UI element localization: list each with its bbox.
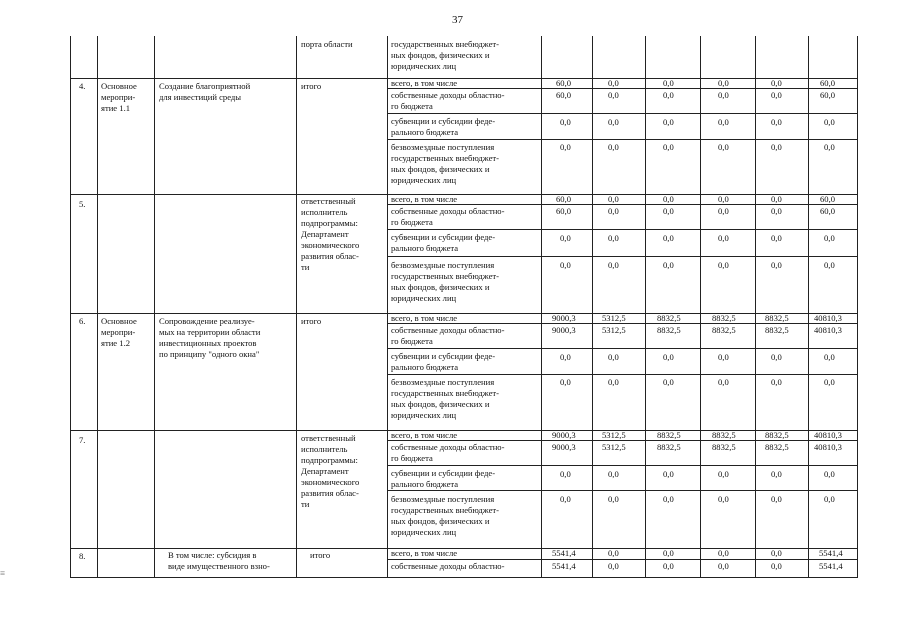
value-cell: 0,0 (560, 117, 571, 127)
value-cell: 0,0 (608, 494, 619, 504)
value-cell: 8832,5 (657, 442, 681, 452)
col-line (808, 36, 809, 578)
value-cell: 0,0 (718, 548, 729, 558)
event-label: Основное меропри- ятие 1.1 (101, 81, 137, 113)
row-number: 8. (79, 551, 86, 561)
value-cell: 0,0 (771, 194, 782, 204)
value-cell: 5312,5 (602, 313, 626, 323)
value-cell: 0,0 (771, 260, 782, 270)
value-cell: 0,0 (663, 548, 674, 558)
left-edge-mark: ≡ (0, 568, 6, 578)
value-cell: 60,0 (556, 194, 572, 204)
col-line (700, 36, 701, 578)
value-cell: 0,0 (771, 90, 782, 100)
col-line (154, 36, 155, 578)
value-cell: 0,0 (560, 233, 571, 243)
cont-source: государственных внебюджет- ных фондов, физических и юридических лиц (391, 39, 500, 71)
value-cell: 0,0 (771, 494, 782, 504)
value-cell: 5541,4 (819, 548, 843, 558)
col-line (541, 36, 542, 578)
col-line (387, 36, 388, 578)
col-line (296, 36, 297, 578)
value-cell: 0,0 (771, 469, 782, 479)
value-cell: 8832,5 (765, 430, 789, 440)
value-cell: 9000,3 (552, 442, 576, 452)
value-cell: 60,0 (820, 90, 836, 100)
value-cell: 0,0 (608, 548, 619, 558)
value-cell: 0,0 (771, 561, 782, 571)
value-cell: 60,0 (556, 78, 572, 88)
row-number: 6. (79, 316, 86, 326)
value-cell: 5312,5 (602, 325, 626, 335)
value-cell: 8832,5 (765, 442, 789, 452)
value-cell: 0,0 (608, 90, 619, 100)
value-cell: 0,0 (608, 352, 619, 362)
value-cell: 0,0 (824, 260, 835, 270)
row-number: 4. (79, 81, 86, 91)
value-cell: 9000,3 (552, 313, 576, 323)
value-cell: 0,0 (718, 78, 729, 88)
value-cell: 0,0 (663, 233, 674, 243)
value-cell: 0,0 (663, 90, 674, 100)
value-cell: 0,0 (824, 117, 835, 127)
source-own: собственные доходы областно- го бюджета (391, 442, 505, 463)
value-cell: 0,0 (663, 260, 674, 270)
subrow-line (387, 490, 858, 491)
value-cell: 40810,3 (814, 430, 842, 440)
event-label: Основное меропри- ятие 1.2 (101, 316, 137, 348)
value-cell: 0,0 (608, 469, 619, 479)
value-cell: 0,0 (718, 469, 729, 479)
cont-executor: порта области (301, 39, 353, 49)
value-cell: 0,0 (608, 233, 619, 243)
row-line (70, 313, 858, 314)
value-cell: 0,0 (663, 194, 674, 204)
value-cell: 0,0 (718, 561, 729, 571)
value-cell: 8832,5 (657, 325, 681, 335)
source-own-partial (391, 561, 504, 572)
value-cell: 5541,4 (552, 548, 576, 558)
value-cell: 0,0 (771, 233, 782, 243)
value-cell: 0,0 (560, 494, 571, 504)
source-free: безвозмездные поступления государственных внебюджет- ных фондов, физических и юридических лиц (391, 260, 500, 303)
value-cell: 0,0 (718, 233, 729, 243)
subrow-line (387, 88, 858, 89)
budget-table (70, 30, 858, 578)
source-own: собственные доходы областно- го бюджета (391, 90, 505, 111)
executor: ответственный исполнитель подпрограммы: Департамент экономического развития облас- ти (301, 196, 360, 272)
row-number: 7. (79, 435, 86, 445)
event-name: Создание благоприятной для инвестиций среды (159, 81, 251, 102)
row-line (70, 78, 858, 79)
source-own-line: собственные доходы областно- (391, 561, 505, 571)
value-cell: 40810,3 (814, 313, 842, 323)
subrow-line (387, 559, 858, 560)
value-cell: 60,0 (820, 194, 836, 204)
subrow-line (387, 113, 858, 114)
value-cell: 0,0 (608, 377, 619, 387)
value-cell: 0,0 (663, 78, 674, 88)
source-free: безвозмездные поступления государственных внебюджет- ных фондов, физических и юридических лиц (391, 494, 500, 537)
executor: итого (310, 550, 331, 560)
col-line (645, 36, 646, 578)
value-cell: 0,0 (663, 561, 674, 571)
value-cell: 0,0 (663, 142, 674, 152)
value-cell: 0,0 (663, 206, 674, 216)
source-free: безвозмездные поступления государственных внебюджет- ных фондов, физических и юридических лиц (391, 377, 500, 420)
value-cell: 0,0 (771, 117, 782, 127)
value-cell: 8832,5 (765, 325, 789, 335)
subrow-line (387, 465, 858, 466)
value-cell: 9000,3 (552, 430, 576, 440)
value-cell: 40810,3 (814, 442, 842, 452)
value-cell: 0,0 (718, 352, 729, 362)
source-federal: субвенции и субсидии феде- рального бюджета (391, 232, 496, 253)
value-cell: 0,0 (608, 260, 619, 270)
col-line (70, 36, 71, 578)
value-cell: 8832,5 (712, 313, 736, 323)
value-cell: 0,0 (771, 142, 782, 152)
value-cell: 0,0 (560, 469, 571, 479)
source-own: собственные доходы областно- го бюджета (391, 206, 505, 227)
page-number: 37 (452, 14, 463, 26)
value-cell: 0,0 (608, 142, 619, 152)
value-cell: 60,0 (556, 90, 572, 100)
subrow-line (387, 139, 858, 140)
value-cell: 0,0 (771, 548, 782, 558)
event-name: Сопровождение реализуе- мых на территории области инвестиционных проектов по принципу "одного окна" (159, 316, 261, 359)
source-total: всего, в том числе (391, 430, 458, 440)
source-federal: субвенции и субсидии феде- рального бюджета (391, 468, 496, 489)
value-cell: 0,0 (663, 377, 674, 387)
source-federal: субвенции и субсидии феде- рального бюджета (391, 116, 496, 137)
col-line (97, 36, 98, 578)
value-cell: 0,0 (608, 117, 619, 127)
value-cell: 0,0 (718, 194, 729, 204)
source-own: собственные доходы областно- го бюджета (391, 325, 505, 346)
value-cell: 8832,5 (712, 442, 736, 452)
value-cell: 0,0 (560, 142, 571, 152)
value-cell: 0,0 (560, 260, 571, 270)
value-cell: 5541,4 (552, 561, 576, 571)
col-line (857, 36, 858, 578)
value-cell: 8832,5 (712, 430, 736, 440)
value-cell: 0,0 (608, 194, 619, 204)
value-cell: 60,0 (820, 78, 836, 88)
source-total: всего, в том числе (391, 78, 458, 88)
value-cell: 0,0 (608, 206, 619, 216)
subrow-line (387, 348, 858, 349)
executor: ответственный исполнитель подпрограммы: Департамент экономического развития облас- ти (301, 433, 360, 509)
value-cell: 0,0 (771, 352, 782, 362)
source-federal: субвенции и субсидии феде- рального бюджета (391, 351, 496, 372)
value-cell: 0,0 (824, 469, 835, 479)
value-cell: 60,0 (556, 206, 572, 216)
value-cell: 0,0 (718, 142, 729, 152)
value-cell: 0,0 (560, 352, 571, 362)
value-cell: 8832,5 (712, 325, 736, 335)
value-cell: 60,0 (820, 206, 836, 216)
value-cell: 0,0 (663, 494, 674, 504)
value-cell: 0,0 (718, 260, 729, 270)
value-cell: 0,0 (824, 142, 835, 152)
subrow-line (387, 229, 858, 230)
event-name: В том числе: субсидия в виде имущественного взно- (168, 550, 270, 571)
value-cell: 5312,5 (602, 442, 626, 452)
value-cell: 0,0 (718, 377, 729, 387)
value-cell: 0,0 (608, 78, 619, 88)
subrow-line (387, 256, 858, 257)
executor: итого (301, 316, 322, 326)
value-cell: 0,0 (608, 561, 619, 571)
value-cell: 0,0 (718, 494, 729, 504)
row-line (70, 577, 858, 578)
source-total: всего, в том числе (391, 313, 458, 323)
value-cell: 0,0 (771, 206, 782, 216)
value-cell: 0,0 (718, 206, 729, 216)
value-cell: 0,0 (824, 377, 835, 387)
subrow-line (387, 374, 858, 375)
value-cell: 40810,3 (814, 325, 842, 335)
row-line (70, 430, 858, 431)
col-line (592, 36, 593, 578)
subrow-line (387, 204, 858, 205)
source-total: всего, в том числе (391, 194, 458, 204)
value-cell: 0,0 (771, 377, 782, 387)
value-cell: 0,0 (771, 78, 782, 88)
value-cell: 0,0 (718, 117, 729, 127)
source-total: всего, в том числе (391, 548, 458, 558)
value-cell: 0,0 (824, 233, 835, 243)
value-cell: 0,0 (824, 352, 835, 362)
value-cell: 8832,5 (765, 313, 789, 323)
value-cell: 5541,4 (819, 561, 843, 571)
value-cell: 0,0 (718, 90, 729, 100)
row-number: 5. (79, 199, 86, 209)
row-line (70, 548, 858, 549)
executor: итого (301, 81, 322, 91)
value-cell: 8832,5 (657, 430, 681, 440)
value-cell: 5312,5 (602, 430, 626, 440)
row-line (70, 194, 858, 195)
value-cell: 0,0 (663, 117, 674, 127)
value-cell: 0,0 (560, 377, 571, 387)
value-cell: 9000,3 (552, 325, 576, 335)
col-line (755, 36, 756, 578)
source-free: безвозмездные поступления государственных внебюджет- ных фондов, физических и юридических лиц (391, 142, 500, 185)
value-cell: 0,0 (824, 494, 835, 504)
value-cell: 0,0 (663, 469, 674, 479)
value-cell: 8832,5 (657, 313, 681, 323)
value-cell: 0,0 (663, 352, 674, 362)
